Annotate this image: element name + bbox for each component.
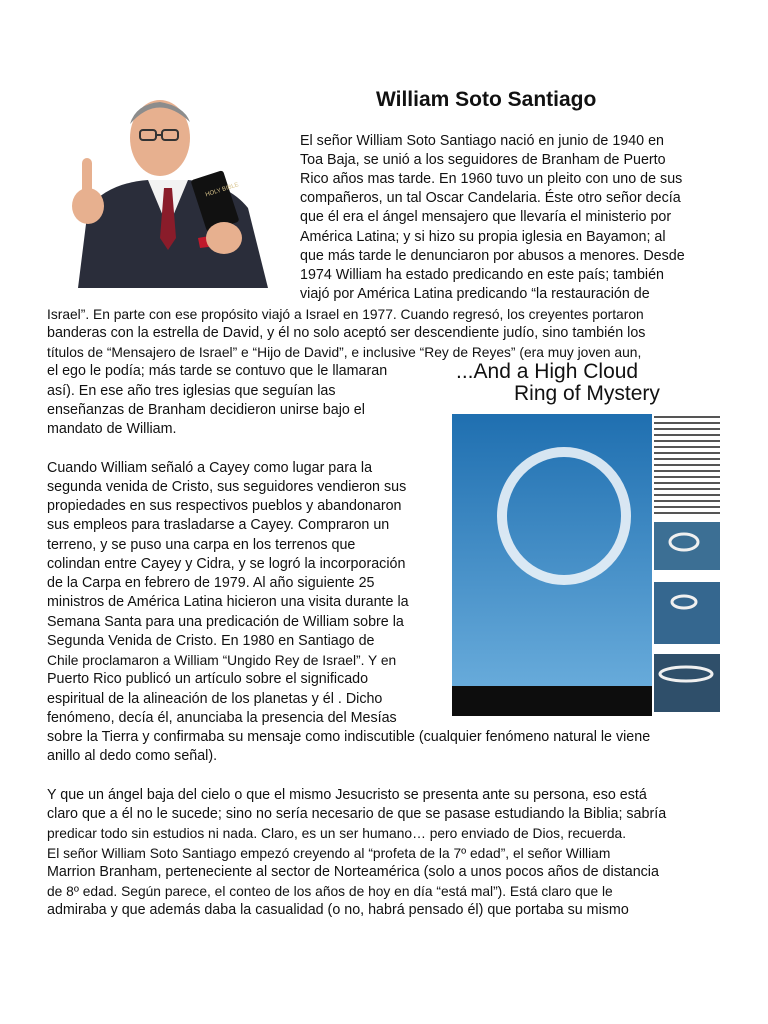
text-line: colindan entre Cayey y Cidra, y se logró la incorporación	[47, 556, 406, 572]
text-line: espiritual de la alineación de los planetas y él . Dicho	[47, 691, 383, 707]
text-line: Cuando William señaló a Cayey como lugar para la	[47, 460, 373, 476]
text-line: 1974 William ha estado predicando en este país; también	[300, 267, 664, 283]
text-line: Toa Baja, se unió a los seguidores de Branham de Puerto	[300, 152, 666, 168]
text-line: así). En ese año tres iglesias que seguían las	[47, 383, 336, 399]
portrait-photo	[48, 88, 288, 288]
text-line: títulos de “Mensajero de Israel” e “Hijo de David”, e inclusive “Rey de Reyes” (era muy joven aun,	[47, 345, 642, 360]
page-title: William Soto Santiago	[376, 88, 597, 111]
text-line: ministros de América Latina hicieron una visita durante la	[47, 594, 409, 610]
text-line: que más tarde le denunciaron por abusos a menores. Desde	[300, 248, 685, 264]
cloud-ring-figure	[452, 356, 724, 724]
text-line: Israel”. En parte con ese propósito viajó a Israel en 1977. Cuando regresó, los creyentes portaron	[47, 307, 644, 322]
text-line: banderas con la estrella de David, y él no solo aceptó ser descendiente judío, sino también los	[47, 325, 646, 341]
text-line: de 8º edad. Según parece, el conteo de los años de hoy en día “está mal”). Está claro que le	[47, 884, 613, 899]
text-line: enseñanzas de Branham decidieron unirse bajo el	[47, 402, 365, 418]
text-line: terreno, y se puso una carpa en los terrenos que	[47, 537, 356, 553]
text-line: claro que a él no le sucede; sino no sería necesario de que se pasase estudiando la Biblia; sabría	[47, 806, 667, 822]
text-line: El señor William Soto Santiago nació en junio de 1940 en	[300, 133, 665, 149]
text-line: Rico años mas tarde. En 1960 tuvo un pleito con uno de sus	[300, 171, 683, 187]
text-line: propiedades en sus respectivos pueblos y abandonaron	[47, 498, 402, 514]
figure-heading-line1: ...And a High Cloud	[456, 360, 639, 383]
text-line: mandato de William.	[47, 421, 177, 437]
text-line: Y que un ángel baja del cielo o que el mismo Jesucristo se presenta ante su persona, eso está	[47, 787, 647, 803]
text-line: que él era el ángel mensajero que llevaría el ministerio por	[300, 209, 672, 225]
text-line: sobre la Tierra y confirmaba su mensaje como indiscutible (cualquier fenómeno natural le viene	[47, 729, 651, 745]
text-line: predicar todo sin estudios ni nada. Claro, es un ser humano… pero enviado de Dios, recuerda.	[47, 826, 627, 841]
text-line: Puerto Rico publicó un artículo sobre el significado	[47, 671, 369, 687]
text-line: Segunda Venida de Cristo. En 1980 en Santiago de	[47, 633, 375, 649]
text-line: Marrion Branham, perteneciente al sector de Norteamérica (solo a unos pocos años de distancia	[47, 864, 659, 880]
figure-heading-line2: Ring of Mystery	[514, 382, 660, 405]
text-line: compañeros, un tal Oscar Candelaria. Éste otro señor decía	[300, 190, 681, 206]
text-line: admiraba y que además daba la casualidad (o no, habrá pensado él) que portaba su mismo	[47, 902, 629, 918]
text-line: Chile proclamaron a William “Ungido Rey de Israel”. Y en	[47, 653, 397, 668]
text-line: viajó por América Latina predicando “la restauración de	[300, 286, 650, 302]
text-line: el ego le podía; más tarde se contuvo que le llamaran	[47, 363, 388, 379]
text-line: de la Carpa en febrero de 1979. Al año siguiente 25	[47, 575, 375, 591]
text-line: fenómeno, decía él, anunciaba la presencia del Mesías	[47, 710, 397, 726]
text-line: sus empleos para trasladarse a Cayey. Compraron un	[47, 517, 390, 533]
text-line: América Latina; y si hizo su propia iglesia en Bayamon; al	[300, 229, 666, 245]
bible-label: HOLY BIBLE	[204, 182, 240, 199]
text-line: Semana Santa para una predicación de William sobre la	[47, 614, 404, 630]
text-line: El señor William Soto Santiago empezó creyendo al “profeta de la 7º edad”, el señor William	[47, 846, 611, 861]
text-line: segunda venida de Cristo, sus seguidores vendieron sus	[47, 479, 407, 495]
text-line: anillo al dedo como señal).	[47, 748, 218, 764]
